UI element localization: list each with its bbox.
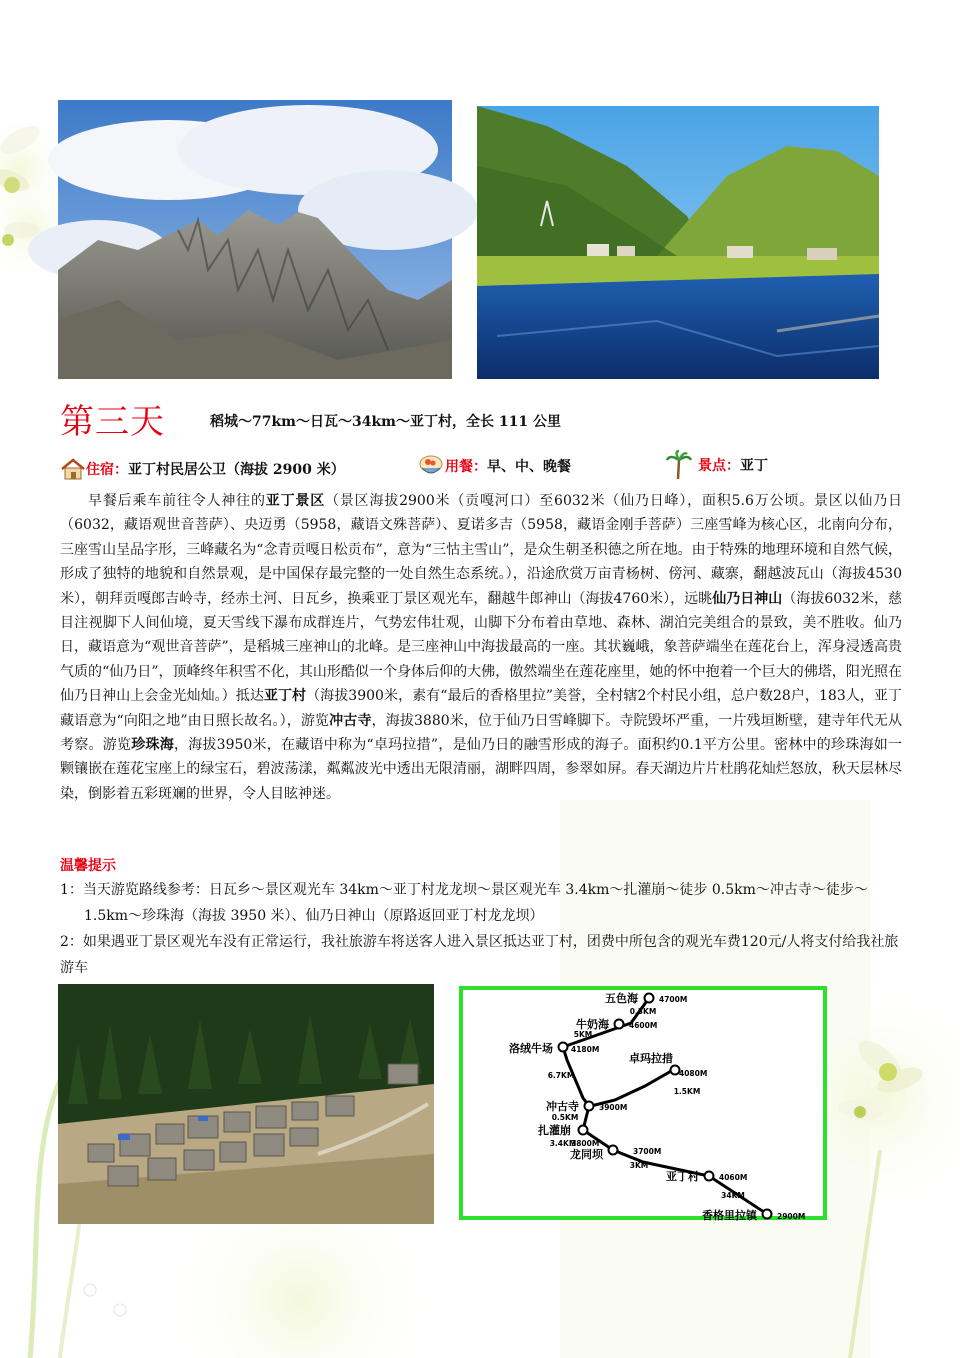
- mountain-photo: [58, 100, 452, 379]
- route-distance-label: 6.7KM: [547, 1071, 575, 1080]
- highlight-pearl-lake: 珍珠海: [131, 737, 174, 754]
- highlight-xiannairi-mountain: 仙乃日神山: [712, 590, 783, 607]
- sights-value: 亚丁: [740, 458, 768, 474]
- valley-river-photo: [477, 106, 879, 379]
- sights-info: [666, 450, 768, 480]
- route-distance-label: 3KM: [629, 1161, 649, 1170]
- route-distance-label: 0.5KM: [551, 1113, 579, 1122]
- route-distance-label: 3.4KM: [549, 1139, 577, 1148]
- route-stop-name: 香格里拉镇: [702, 1209, 757, 1222]
- route-line-branch: [591, 1070, 673, 1106]
- route-stop-altitude: 3800M: [571, 1139, 600, 1148]
- route-stop-marker: [585, 1102, 594, 1111]
- route-stop-altitude: 4600M: [629, 1021, 658, 1030]
- route-stop-marker: [559, 1043, 568, 1052]
- day-title: 第三天: [60, 402, 165, 442]
- lodging-label: 住宿：: [86, 462, 128, 478]
- tip-2: 2：如果遇亚丁景区观光车没有正常运行，我社旅游车将送客人进入景区抵达亚丁村，团费中所包含的观光车费120元/人将支付给我社旅游车: [60, 934, 899, 976]
- info-row: [60, 458, 900, 486]
- itinerary-description: [60, 489, 902, 806]
- route-stop-name: 扎灌崩: [538, 1124, 571, 1137]
- lodging-info: [60, 458, 345, 480]
- tip-1: 1：当天游览路线参考：日瓦乡～景区观光车 34km～亚丁村龙龙坝～景区观光车 3.4km～扎灌崩～徒步 0.5km～冲古寺～徒步～1.5km～珍珠海（海拔 3950 米）、仙乃日神山（原路返回亚丁村龙龙坝）: [60, 882, 868, 924]
- route-stop-altitude: 4700M: [659, 995, 688, 1004]
- sights-label: 景点：: [698, 458, 740, 474]
- meals-value: 早、中、晚餐: [487, 459, 571, 475]
- route-stop-name: 龙同坝: [570, 1148, 603, 1161]
- route-stop-altitude: 3900M: [599, 1103, 628, 1112]
- desc-part-2: （景区海拔2900米（贡嘎河口）至6032米（仙乃日峰），面积5.6万公顷。景区以仙乃日（6032，藏语观世音菩萨）、央迈勇（5958，藏语文殊菩萨）、夏诺多吉（5958，藏语金刚手菩萨）三座雪峰为核心区，北南向分布，三座雪山呈品字形，三峰藏名为“念青贡嘎日松贡布”，意为“三怙主雪山”，是众生朝圣积德之所在地。由于特殊的地理环境和自然气候，形成了独特的地貌和自然景观，是中国保存最完整的一处自然生态系统。），沿途欣赏万亩青杨树、傍河、藏寨，翻越波瓦山（海拔4530米），朝拜贡嘎郎吉岭寺，经赤土河、日瓦乡，换乘亚丁景区观光车，翻越牛郎神山（海拔4760米），远眺: [60, 493, 903, 607]
- route-map: [459, 986, 827, 1220]
- route-stop-name: 卓玛拉措: [629, 1052, 673, 1065]
- route-stop-altitude: 4180M: [571, 1045, 600, 1054]
- meals-label: 用餐：: [445, 459, 487, 475]
- route-stop-name: 亚丁村: [666, 1170, 699, 1183]
- route-stop-name: 洛绒牛场: [509, 1042, 553, 1055]
- route-stop-marker: [609, 1146, 618, 1155]
- route-stop-marker: [579, 1126, 588, 1135]
- highlight-yading-village: 亚丁村: [263, 688, 307, 705]
- desc-part-3: （海拔6032米，慈目注视脚下人间仙境，夏天雪线下瀑布成群连片，气势宏伟壮观，山脚下分布着由草地、森林、湖泊完美组合的景致，美不胜收。仙乃日，藏语意为“观世音菩萨”，是稻城三座神山的北峰。是三座神山中海拔最高的一座。其状巍峨，象菩萨端坐在莲花台上，浑身浸透高贵气质的“仙乃日”，顶峰终年积雪不化，其山形酷似一个身体后仰的大佛，傲然端坐在莲花座里，她的怀中抱着一个巨大的佛塔，阳光照在仙乃日神山上会金光灿灿。）抵达: [60, 590, 903, 705]
- route-stop-altitude: 3700M: [633, 1147, 662, 1156]
- route-distance-label: 5KM: [573, 1030, 593, 1039]
- desc-part-1: 早餐后乘车前往令人神往的: [88, 493, 266, 509]
- route-stop-name: 牛奶海: [576, 1018, 609, 1031]
- route-stop-altitude: 4080M: [679, 1069, 708, 1078]
- route-summary: 稻城～77km～日瓦～34km～亚丁村，全长 111 公里: [210, 414, 561, 430]
- route-stop-marker: [763, 1210, 772, 1219]
- food-bowl-icon: [417, 452, 445, 480]
- route-stop-marker: [705, 1172, 714, 1181]
- tips-title: 温馨提示: [60, 858, 116, 874]
- village-photo: [58, 984, 434, 1224]
- highlight-yading-scenic-area: 亚丁景区: [265, 493, 326, 509]
- desc-part-4: （海拔3900米，素有“最后的香格里拉”美誉，全村辖2个村民小组，总户数28户，183人，亚丁藏语意为“向阳之地”由日照长故名。），游览: [60, 688, 902, 729]
- highlight-chonggu-temple: 冲古寺: [329, 712, 372, 729]
- route-distance-label: 0.3KM: [629, 1007, 657, 1016]
- route-stop-name: 冲古寺: [546, 1100, 579, 1113]
- desc-part-5: ，海拔3880米，位于仙乃日雪峰脚下。寺院毁坏严重，一片残垣断壁，建寺年代无从考察。游览: [60, 712, 902, 754]
- route-stop-altitude: 2900M: [777, 1212, 806, 1221]
- route-distance-label: 34KM: [721, 1191, 745, 1200]
- desc-part-6: ，海拔3950米，在藏语中称为“卓玛拉措”，是仙乃日的融雪形成的海子。面积约0.1平方公里。密林中的珍珠海如一颗镶嵌在莲花宝座上的绿宝石，碧波荡漾，粼粼波光中透出无限清丽，湖畔四周，参翠如屏。春天湖边片片杜鹃花灿烂怒放，秋天层林尽染，倒影着五彩斑斓的世界，令人目眩神迷。: [60, 737, 903, 802]
- palm-tree-icon: [666, 450, 692, 480]
- route-stop-marker: [615, 1020, 624, 1029]
- lodging-value: 亚丁村民居公卫（海拔 2900 米）: [128, 462, 345, 478]
- route-distance-label: 1.5KM: [673, 1087, 701, 1096]
- route-stop-name: 五色海: [605, 992, 638, 1005]
- route-stop-altitude: 4060M: [719, 1173, 748, 1182]
- route-stop-marker: [645, 994, 654, 1003]
- house-icon: [60, 458, 86, 480]
- meals-info: [417, 452, 571, 480]
